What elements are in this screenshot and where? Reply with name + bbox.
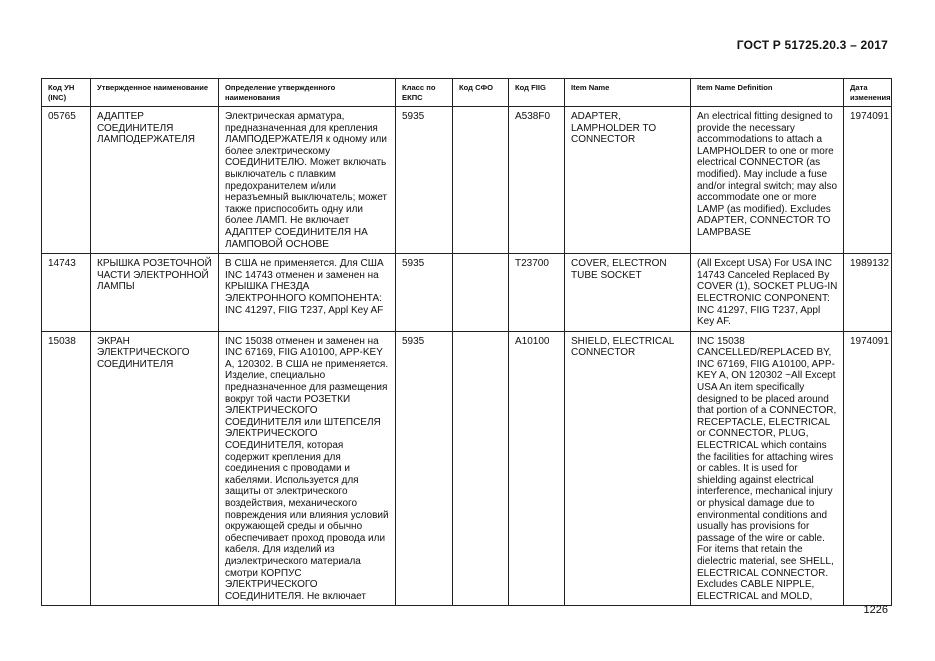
cell-definition-ru: В США не применяется. Для США INC 14743 отменен и заменен на КРЫШКА ГНЕЗДА ЭЛЕКТРОННОГО КОМПОНЕНТА: INC 41297, FIIG T237, Appl Key AF [219, 254, 396, 332]
col-header-fiig: Код FIIG [509, 79, 565, 107]
cell-date: 1989132 [844, 254, 892, 332]
cell-definition-ru: Электрическая арматура, предназначенная для крепления ЛАМПОДЕРЖАТЕЛЯ к одному или более электрическому СОЕДИНИТЕЛЮ. Может включать выключатель с плавким предохранителем и/или неразъемный выключатель; может также приспособить одну или более ЛАМП. Не включает АДАПТЕР СОЕДИНИТЕЛЯ НА ЛАМПОВОЙ ОСНОВЕ [219, 107, 396, 254]
cell-sfo [453, 107, 509, 254]
cell-inc: 14743 [42, 254, 91, 332]
cell-ekps: 5935 [396, 107, 453, 254]
table-row [42, 107, 892, 254]
col-header-item-name: Item Name [565, 79, 691, 107]
cell-name-ru: ЭКРАН ЭЛЕКТРИЧЕСКОГО СОЕДИНИТЕЛЯ [91, 331, 219, 606]
cell-inc: 05765 [42, 107, 91, 254]
cell-name-ru: АДАПТЕР СОЕДИНИТЕЛЯ ЛАМПОДЕРЖАТЕЛЯ [91, 107, 219, 254]
cell-item-definition: INC 15038 CANCELLED/REPLACED BY, INC 67169, FIIG A10100, APP-KEY A, ON 120302 ~All Except USA An item specifically designed to be placed around that portion of a CONNECTOR, RECEPTACLE, ELECTRICAL or CONNECTOR, PLUG, ELECTRICAL which contains the facilities for attaching wires or cables. It is used for shielding against electrical interference, mechanical injury or physical damage due to environmental conditions and usually has provisions for passage of the wire or cable. For items that retain the dielectric material, see SHELL, ELECTRICAL CONNECTOR. Excludes CABLE NIPPLE, ELECTRICAL and MOLD, [691, 331, 844, 606]
table-header-row [42, 79, 892, 107]
cell-item-name: COVER, ELECTRON TUBE SOCKET [565, 254, 691, 332]
cell-sfo [453, 254, 509, 332]
col-header-item-definition: Item Name Definition [691, 79, 844, 107]
cell-item-name: ADAPTER, LAMPHOLDER TO CONNECTOR [565, 107, 691, 254]
col-header-definition-ru: Определение утвержденного наименования [219, 79, 396, 107]
col-header-name-ru: Утвержденное наименование [91, 79, 219, 107]
col-header-sfo: Код СФО [453, 79, 509, 107]
col-header-date: Дата изменения [844, 79, 892, 107]
cell-fiig: A538F0 [509, 107, 565, 254]
cell-date: 1974091 [844, 331, 892, 606]
cell-ekps: 5935 [396, 254, 453, 332]
document-header: ГОСТ Р 51725.20.3 – 2017 [736, 38, 888, 52]
table-row [42, 331, 892, 606]
cell-ekps: 5935 [396, 331, 453, 606]
cell-inc: 15038 [42, 331, 91, 606]
cell-sfo [453, 331, 509, 606]
cell-item-definition: An electrical fitting designed to provide the necessary accommodations to attach a LAMPHOLDER to one or more electrical CONNECTOR (as modified). May include a fuse and/or integral switch; may also accommodate one or more LAMP (as modified). Excludes ADAPTER, CONNECTOR TO LAMPBASE [691, 107, 844, 254]
cell-fiig: T23700 [509, 254, 565, 332]
col-header-ekps: Класс по ЕКПС [396, 79, 453, 107]
cell-name-ru: КРЫШКА РОЗЕТОЧНОЙ ЧАСТИ ЭЛЕКТРОННОЙ ЛАМПЫ [91, 254, 219, 332]
cell-item-name: SHIELD, ELECTRICAL CONNECTOR [565, 331, 691, 606]
data-table [41, 78, 892, 606]
table-row [42, 254, 892, 332]
page-number: 1226 [863, 604, 888, 616]
cell-date: 1974091 [844, 107, 892, 254]
col-header-inc: Код УН (INC) [42, 79, 91, 107]
cell-definition-ru: INC 15038 отменен и заменен на INC 67169, FIIG A10100, APP-KEY A, 120302. В США не применяется. Изделие, специально предназначенное для размещения вокруг той части РОЗЕТКИ ЭЛЕКТРИЧЕСКОГО СОЕДИНИТЕЛЯ или ШТЕПСЕЛЯ ЭЛЕКТРИЧЕСКОГО СОЕДИНИТЕЛЯ, которая содержит крепления для соединения с проводами и кабелями. Используется для защиты от электрического воздействия, механического повреждения или влияния условий окружающей среды и обычно обеспечивает проход провода или кабеля. Для изделий из диэлектрического материала смотри КОРПУС ЭЛЕКТРИЧЕСКОГО СОЕДИНИТЕЛЯ. Не включает [219, 331, 396, 606]
cell-item-definition: (All Except USA) For USA INC 14743 Canceled Replaced By COVER (1), SOCKET PLUG-IN ELECTRONIC CONPONENT: INC 41297, FIIG T237, Appl Key AF. [691, 254, 844, 332]
cell-fiig: A10100 [509, 331, 565, 606]
